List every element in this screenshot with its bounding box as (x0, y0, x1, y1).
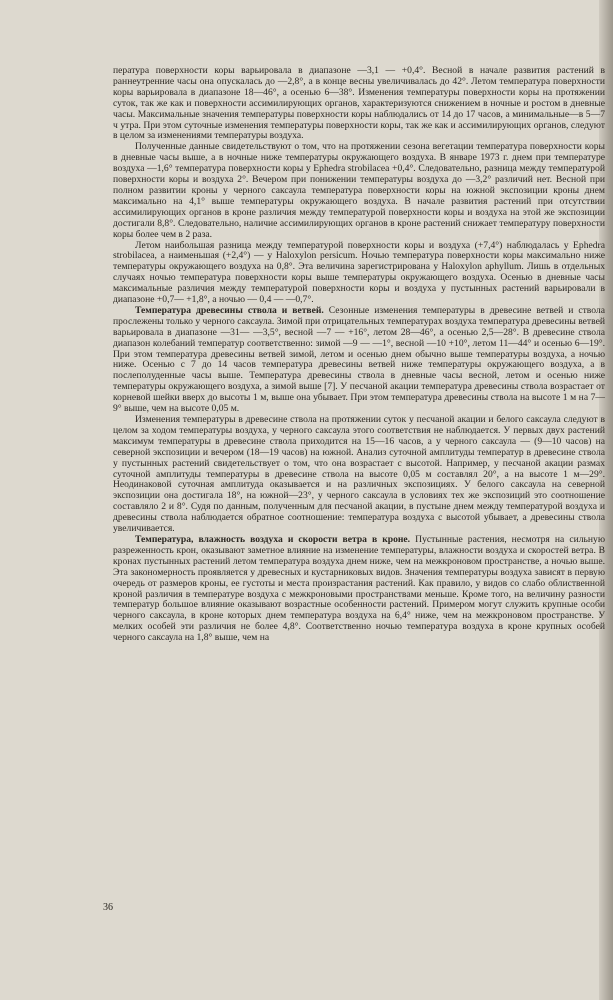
body-text (113, 66, 605, 644)
paragraph-6-text: Пустынные растения, несмотря на сильную разреженность крон, оказывают заметное влияние на изменение температуры, влажности воздуха и скоростей ветра. В кронах пустынных растений летом температура воздуха днем ниже, чем на межкроновом пространстве, а ночью выше. Эта закономерность проявляется у древесных и кустарниковых видов. Значения температуры воздуха зависят в первую очередь от размеров кроны, ее густоты и места произрастания растений. Как правило, у видов со слабо облиственной кроной различия в температуре воздуха с межкроновыми пространствами меньше. Кроме того, на величину разности температур большое влияние оказывают возрастные особенности растений. Примером могут служить крупные особи черного саксаула, в кроне которых днем температура воздуха на 6,4° ниже, чем на межкроновом пространстве. У мелких особей эти различия не более 4,8°. Соответственно ночью температура воздуха в кроне крупных особей черного саксаула на 1,8° выше, чем на (113, 533, 605, 644)
paragraph-3-text: Летом наибольшая разница между температурой поверхности коры и воздуха (+7,4°) наблюдалась у Ephedra strobilacea, а наименьшая (+2,4°) — у Haloxylon persicum. Ночью температура поверхности коры максимально ниже температуры окружающего воздуха на 0,8°. Эта величина зарегистрирована у Haloxylon aphyllum. Лишь в отдельных случаях ночью температура поверхности коры выше температуры окружающего воздуха. Осенью в дневные часы максимальные различия между температурой поверхности коры и воздуха у пустынных растений варьировали в диапазоне +0,7— +1,8°, а ночью — 0,4 — —0,7°. (113, 239, 605, 306)
page-number: 36 (103, 902, 113, 913)
paragraph-3 (113, 241, 605, 306)
paragraph-4-text: Сезонные изменения температуры в древесине ветвей и ствола прослежены только у черного саксаула. Зимой при отрицательных температурах воздуха температура древесины ветвей варьировала в диапазоне —31— —3,5°, весной —7 — +16°, летом 28—46°, а осенью 2,5—28°. В древесине ствола диапазон колебаний температур соответственно: зимой —9 — —1°, весной —10 +10°, летом 11—44° и осенью 6—19°. При этом температура древесины ветвей зимой, летом и осенью днем обычно выше температуры воздуха, а ночью ниже. Осенью с 7 до 14 часов температура древесины ветвей ниже температуры окружающего воздуха, а в послеполуденные часы выше. Температура древесины ствола в дневные часы весной, летом и осенью ниже температуры окружающего воздуха, а зимой выше [7]. У песчаной акации температура древесины ствола возрастает от корневой шейки вверх до высоты 1 м, выше она убывает. При этом температура древесины ствола на высоте 1 м на 7—9° выше, чем на высоте 0,05 м. (113, 304, 605, 415)
paragraph-1 (113, 66, 605, 142)
paragraph-5 (113, 415, 605, 535)
section-heading-crown-climate: Температура, влажность воздуха и скорости ветра в кроне. (135, 533, 411, 545)
section-heading-wood-temperature: Температура древесины ствола и ветвей. (135, 304, 324, 316)
paragraph-6 (113, 535, 605, 644)
paragraph-2-text: Полученные данные свидетельствуют о том, что на протяжении сезона вегетации температура поверхности коры в дневные часы выше, а в ночные ниже температуры окружающего воздуха. В январе 1973 г. днем при температуре воздуха —1,6° температура поверхности коры у Ephedra strobilacea +0,4°. Следовательно, разница между температурой поверхности коры и воздуха 2°. Вечером при понижении температуры воздуха до —3,2° различий нет. Весной при полном развитии кроны у черного саксаула температура поверхности коры на южной экспозиции кроны днем максимально на 4,1° выше температуры окружающего воздуха. В начале развития растений при отсутствии ассимилирующих органов в кроне различия между температурой поверхности коры и воздуха на этой же экспозиции достигали 8,8°. Следовательно, наличие ассимилирующих органов в кроне растений снижает температуру поверхности коры более чем в 2 раза. (113, 141, 605, 240)
paragraph-5-text: Изменения температуры в древесине ствола на протяжении суток у песчаной акации и белого саксаула следуют в целом за ходом температуры воздуха, у черного саксаула этого соответствия не наблюдается. У первых двух растений максимум температуры в древесине ствола приходится на 15—16 часов, а у черного саксаула — (9—10 часов) на северной экспозиции и вечером (18—19 часов) на южной. Анализ суточной амплитуды температур в древесине ствола у пустынных растений свидетельствует о том, что она возрастает с высотой. Например, у песчаной акации размах суточной амплитуды температуры в древесине ствола на высоте 0,05 м составлял 20°, а на высоте 1 м—29°. Неодинаковой суточная амплитуда оказывается и на различных экспозициях. У белого саксаула на северной экспозиции она достигала 18°, на южной—23°, у черного саксаула в условиях тех же экспозиций это соотношение составляло 2 и 8°. Судя по данным, полученным для песчаной акации, в пустыне днем между температурой воздуха и древесины ствола наблюдается обратное соотношение: температура воздуха с высотой убывает, а древесины ствола увеличивается. (113, 414, 605, 535)
paragraph-2 (113, 142, 605, 240)
paragraph-1-text: пература поверхности коры варьировала в диапазоне —3,1 — +0,4°. Весной в начале развития растений в раннеутренние часы она опускалась до —2,8°, а в конце весны увеличивалась до 42°. Летом температура поверхности коры варьировала в диапазоне 18—46°, а осенью 6—38°. Изменения температуры поверхности коры на протяжении суток, так же как и поверхности ассимилирующих органов, характеризуются снижением в ночные и ростом в дневные часы. Максимальные значения температуры поверхности коры наблюдались от 14 до 17 часов, а минимальные—в 5—7 ч утра. При этом суточные изменения температуры поверхности коры, так же как и ассимилирующих органов, следуют в целом за изменениями температуры воздуха. (113, 65, 605, 142)
paragraph-4 (113, 306, 605, 415)
